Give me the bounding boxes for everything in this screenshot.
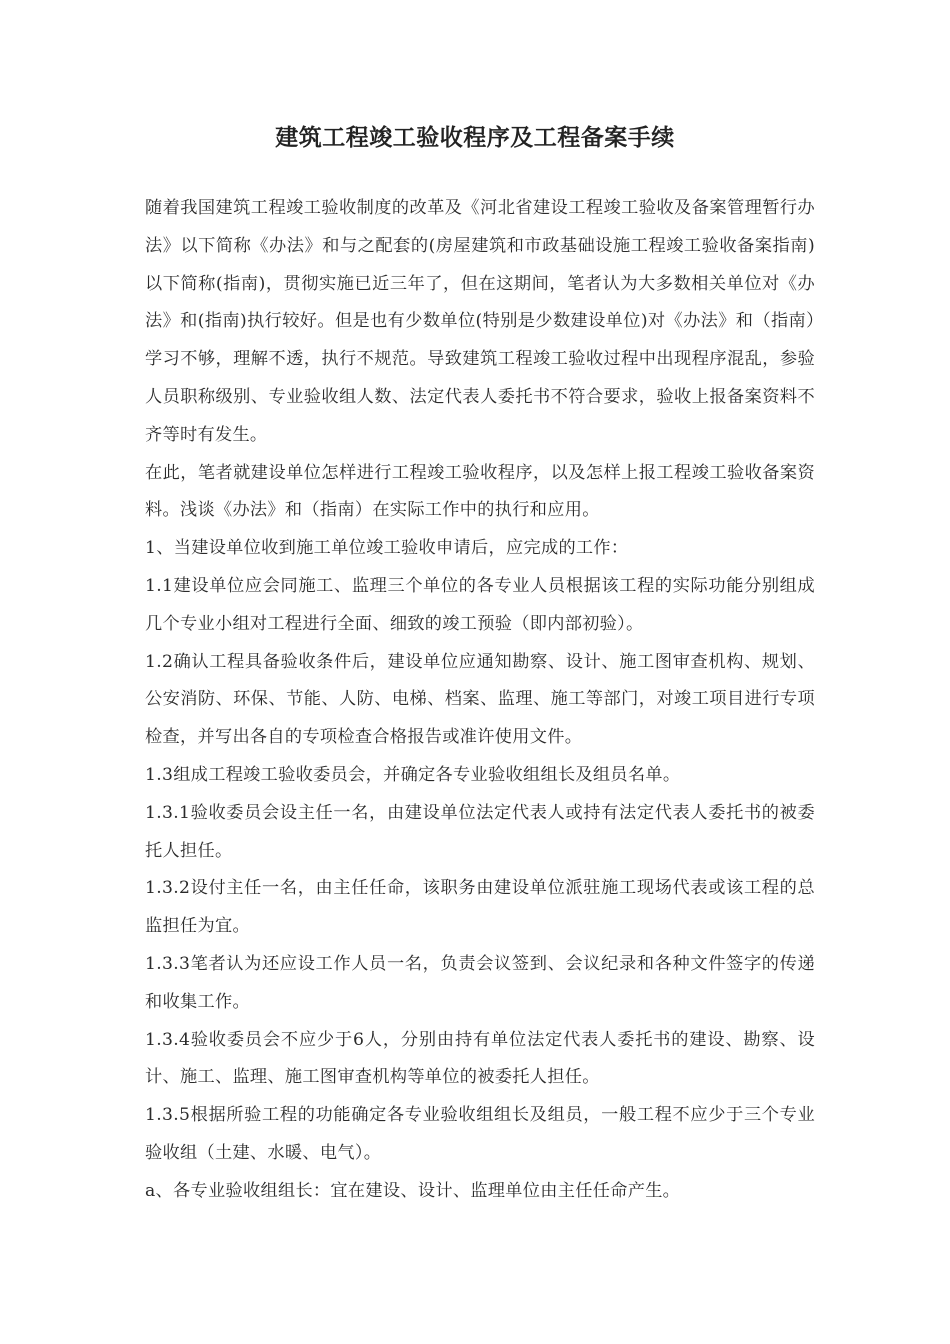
- document-body: [145, 190, 815, 1211]
- section-1-1: 1.1建设单位应会同施工、监理三个单位的各专业人员根据该工程的实际功能分别组成几个专业小组对工程进行全面、细致的竣工预验（即内部初验）。: [145, 575, 815, 634]
- section-1-3-1: 1.3.1验收委员会设主任一名，由建设单位法定代表人或持有法定代表人委托书的被委托人担任。: [145, 802, 815, 861]
- section-1-3-2: 1.3.2设付主任一名，由主任任命，该职务由建设单位派驻施工现场代表或该工程的总监担任为宜。: [145, 878, 815, 937]
- paragraph-intro: 随着我国建筑工程竣工验收制度的改革及《河北省建设工程竣工验收及备案管理暂行办法》以下简称《办法》和与之配套的(房屋建筑和市政基础设施工程竣工验收备案指南)以下简称(指南)，贯彻实施已近三年了，但在这期间，笔者认为大多数相关单位对《办法》和(指南)执行较好。但是也有少数单位(特别是少数建设单位)对《办法》和（指南）学习不够，理解不透，执行不规范。导致建筑工程竣工验收过程中出现程序混乱，参验人员职称级别、专业验收组人数、法定代表人委托书不符合要求，验收上报备案资料不齐等时有发生。: [145, 198, 815, 445]
- document-title: 建筑工程竣工验收程序及工程备案手续: [275, 125, 675, 151]
- section-1-3-5: 1.3.5根据所验工程的功能确定各专业验收组组长及组员，一般工程不应少于三个专业验收组（土建、水暖、电气）。: [145, 1105, 815, 1163]
- section-1-3-4: 1.3.4验收委员会不应少于6人，分别由持有单位法定代表人委托书的建设、勘察、设计、施工、监理、施工图审查机构等单位的被委托人担任。: [145, 1029, 815, 1088]
- section-1-heading: 1、当建设单位收到施工单位竣工验收申请后，应完成的工作：: [145, 538, 629, 559]
- paragraph-purpose: 在此，笔者就建设单位怎样进行工程竣工验收程序，以及怎样上报工程竣工验收备案资料。浅谈《办法》和（指南）在实际工作中的执行和应用。: [145, 462, 815, 521]
- item-a: a、各专业验收组组长：宜在建设、设计、监理单位由主任任命产生。: [145, 1180, 681, 1201]
- section-1-3-3: 1.3.3笔者认为还应设工作人员一名，负责会议签到、会议纪录和各种文件签字的传递和收集工作。: [145, 953, 815, 1012]
- section-1-2: 1.2确认工程具备验收条件后，建设单位应通知勘察、设计、施工图审查机构、规划、公安消防、环保、节能、人防、电梯、档案、监理、施工等部门，对竣工项目进行专项检查，并写出各自的专项检查合格报告或准许使用文件。: [145, 651, 815, 748]
- section-1-3: 1.3组成工程竣工验收委员会，并确定各专业验收组组长及组员名单。: [145, 764, 681, 785]
